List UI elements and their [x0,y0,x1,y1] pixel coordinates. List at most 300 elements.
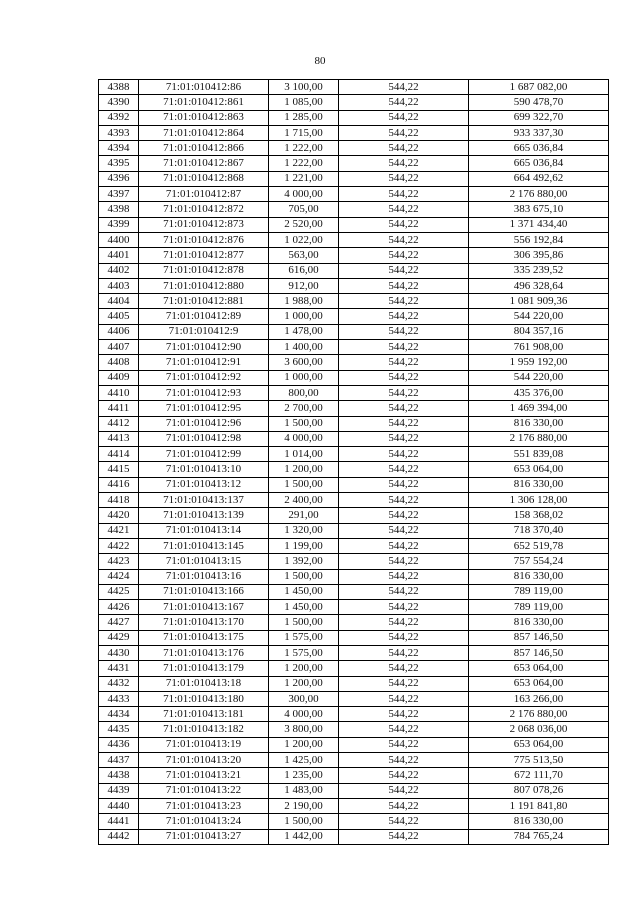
rate-cell: 544,22 [339,416,469,431]
cost-cell: 664 492,62 [469,171,609,186]
row-number-cell: 4411 [99,401,139,416]
cadastral-number-cell: 71:01:010413:175 [139,630,269,645]
rate-cell: 544,22 [339,401,469,416]
cost-cell: 1 306 128,00 [469,493,609,508]
table-row [99,477,609,492]
table-row [99,355,609,370]
cost-cell: 665 036,84 [469,141,609,156]
rate-cell: 544,22 [339,187,469,202]
table-row [99,630,609,645]
row-number-cell: 4388 [99,80,139,95]
table-row [99,278,609,293]
table-row [99,523,609,538]
area-cell: 1 221,00 [269,171,339,186]
cost-cell: 306 395,86 [469,248,609,263]
cost-cell: 718 370,40 [469,523,609,538]
area-cell: 1 200,00 [269,676,339,691]
cadastral-number-cell: 71:01:010412:876 [139,232,269,247]
table-row [99,156,609,171]
row-number-cell: 4409 [99,370,139,385]
row-number-cell: 4436 [99,737,139,752]
cost-cell: 158 368,02 [469,508,609,523]
area-cell: 1 000,00 [269,370,339,385]
rate-cell: 544,22 [339,615,469,630]
row-number-cell: 4397 [99,187,139,202]
area-cell: 1 014,00 [269,447,339,462]
table-row [99,370,609,385]
cadastral-number-cell: 71:01:010412:878 [139,263,269,278]
table-row [99,493,609,508]
row-number-cell: 4424 [99,569,139,584]
area-cell: 912,00 [269,278,339,293]
cadastral-number-cell: 71:01:010413:18 [139,676,269,691]
cost-cell: 383 675,10 [469,202,609,217]
cadastral-number-cell: 71:01:010412:86 [139,80,269,95]
rate-cell: 544,22 [339,783,469,798]
cost-cell: 653 064,00 [469,462,609,477]
row-number-cell: 4394 [99,141,139,156]
row-number-cell: 4390 [99,95,139,110]
cadastral-number-cell: 71:01:010413:137 [139,493,269,508]
row-number-cell: 4435 [99,722,139,737]
table-row [99,615,609,630]
area-cell: 1 500,00 [269,416,339,431]
rate-cell: 544,22 [339,110,469,125]
cadastral-number-cell: 71:01:010412:99 [139,447,269,462]
table-row [99,569,609,584]
rate-cell: 544,22 [339,217,469,232]
cadastral-number-cell: 71:01:010413:20 [139,753,269,768]
area-cell: 2 700,00 [269,401,339,416]
area-cell: 1 988,00 [269,294,339,309]
table-row [99,110,609,125]
rate-cell: 544,22 [339,370,469,385]
area-cell: 1 500,00 [269,569,339,584]
cadastral-number-cell: 71:01:010412:92 [139,370,269,385]
row-number-cell: 4418 [99,493,139,508]
cost-cell: 761 908,00 [469,340,609,355]
rate-cell: 544,22 [339,829,469,844]
row-number-cell: 4426 [99,600,139,615]
cost-cell: 2 176 880,00 [469,431,609,446]
land-plot-table [98,79,609,845]
table-row [99,80,609,95]
table-row [99,385,609,400]
cost-cell: 551 839,08 [469,447,609,462]
table-row [99,508,609,523]
cost-cell: 807 078,26 [469,783,609,798]
table-row [99,340,609,355]
cadastral-number-cell: 71:01:010412:93 [139,385,269,400]
cost-cell: 590 478,70 [469,95,609,110]
row-number-cell: 4407 [99,340,139,355]
area-cell: 1 200,00 [269,661,339,676]
table-row [99,814,609,829]
rate-cell: 544,22 [339,814,469,829]
cost-cell: 665 036,84 [469,156,609,171]
rate-cell: 544,22 [339,95,469,110]
rate-cell: 544,22 [339,753,469,768]
cadastral-number-cell: 71:01:010413:176 [139,645,269,660]
area-cell: 563,00 [269,248,339,263]
cost-cell: 757 554,24 [469,554,609,569]
cost-cell: 816 330,00 [469,477,609,492]
cost-cell: 1 371 434,40 [469,217,609,232]
table-row [99,217,609,232]
cadastral-number-cell: 71:01:010413:21 [139,768,269,783]
cost-cell: 789 119,00 [469,600,609,615]
row-number-cell: 4415 [99,462,139,477]
cadastral-number-cell: 71:01:010413:180 [139,691,269,706]
area-cell: 1 085,00 [269,95,339,110]
cost-cell: 544 220,00 [469,370,609,385]
cadastral-number-cell: 71:01:010413:179 [139,661,269,676]
area-cell: 1 575,00 [269,645,339,660]
rate-cell: 544,22 [339,447,469,462]
cadastral-number-cell: 71:01:010412:864 [139,125,269,140]
row-number-cell: 4401 [99,248,139,263]
cadastral-number-cell: 71:01:010413:15 [139,554,269,569]
cost-cell: 816 330,00 [469,416,609,431]
cadastral-number-cell: 71:01:010412:861 [139,95,269,110]
cost-cell: 2 068 036,00 [469,722,609,737]
cadastral-number-cell: 71:01:010413:166 [139,584,269,599]
cadastral-number-cell: 71:01:010413:170 [139,615,269,630]
rate-cell: 544,22 [339,737,469,752]
cadastral-number-cell: 71:01:010412:90 [139,340,269,355]
rate-cell: 544,22 [339,707,469,722]
cost-cell: 1 959 192,00 [469,355,609,370]
table-row [99,676,609,691]
row-number-cell: 4398 [99,202,139,217]
row-number-cell: 4429 [99,630,139,645]
table-row [99,600,609,615]
row-number-cell: 4437 [99,753,139,768]
rate-cell: 544,22 [339,538,469,553]
rate-cell: 544,22 [339,722,469,737]
row-number-cell: 4412 [99,416,139,431]
row-number-cell: 4395 [99,156,139,171]
area-cell: 2 400,00 [269,493,339,508]
cost-cell: 652 519,78 [469,538,609,553]
cadastral-number-cell: 71:01:010412:866 [139,141,269,156]
row-number-cell: 4400 [99,232,139,247]
area-cell: 1 022,00 [269,232,339,247]
area-cell: 1 000,00 [269,309,339,324]
cost-cell: 816 330,00 [469,615,609,630]
rate-cell: 544,22 [339,294,469,309]
cadastral-number-cell: 71:01:010412:863 [139,110,269,125]
area-cell: 1 222,00 [269,156,339,171]
row-number-cell: 4408 [99,355,139,370]
row-number-cell: 4427 [99,615,139,630]
rate-cell: 544,22 [339,263,469,278]
row-number-cell: 4410 [99,385,139,400]
table-row [99,538,609,553]
cadastral-number-cell: 71:01:010413:24 [139,814,269,829]
area-cell: 1 575,00 [269,630,339,645]
rate-cell: 544,22 [339,523,469,538]
table-row [99,294,609,309]
row-number-cell: 4421 [99,523,139,538]
cost-cell: 804 357,16 [469,324,609,339]
area-cell: 3 100,00 [269,80,339,95]
table-row [99,187,609,202]
rate-cell: 544,22 [339,768,469,783]
rate-cell: 544,22 [339,462,469,477]
area-cell: 1 222,00 [269,141,339,156]
table-row [99,416,609,431]
table-row [99,309,609,324]
cadastral-number-cell: 71:01:010413:10 [139,462,269,477]
row-number-cell: 4396 [99,171,139,186]
table-row [99,141,609,156]
table-row [99,829,609,844]
cadastral-number-cell: 71:01:010413:145 [139,538,269,553]
cadastral-number-cell: 71:01:010412:872 [139,202,269,217]
rate-cell: 544,22 [339,278,469,293]
area-cell: 2 190,00 [269,798,339,813]
row-number-cell: 4438 [99,768,139,783]
table-row [99,753,609,768]
cadastral-number-cell: 71:01:010412:867 [139,156,269,171]
cost-cell: 335 239,52 [469,263,609,278]
table-row [99,768,609,783]
table-row [99,95,609,110]
cost-cell: 933 337,30 [469,125,609,140]
table-row [99,798,609,813]
cadastral-number-cell: 71:01:010412:877 [139,248,269,263]
cost-cell: 556 192,84 [469,232,609,247]
rate-cell: 544,22 [339,661,469,676]
cost-cell: 784 765,24 [469,829,609,844]
cost-cell: 2 176 880,00 [469,187,609,202]
row-number-cell: 4416 [99,477,139,492]
cadastral-number-cell: 71:01:010413:14 [139,523,269,538]
area-cell: 1 715,00 [269,125,339,140]
area-cell: 1 450,00 [269,584,339,599]
rate-cell: 544,22 [339,508,469,523]
cadastral-number-cell: 71:01:010412:91 [139,355,269,370]
row-number-cell: 4406 [99,324,139,339]
area-cell: 1 199,00 [269,538,339,553]
row-number-cell: 4420 [99,508,139,523]
cost-cell: 435 376,00 [469,385,609,400]
rate-cell: 544,22 [339,691,469,706]
cadastral-number-cell: 71:01:010412:880 [139,278,269,293]
cadastral-number-cell: 71:01:010412:873 [139,217,269,232]
cadastral-number-cell: 71:01:010413:139 [139,508,269,523]
table-row [99,401,609,416]
table-row [99,447,609,462]
area-cell: 3 600,00 [269,355,339,370]
cost-cell: 2 176 880,00 [469,707,609,722]
cost-cell: 653 064,00 [469,676,609,691]
row-number-cell: 4442 [99,829,139,844]
table-body [99,80,609,845]
cost-cell: 653 064,00 [469,737,609,752]
cadastral-number-cell: 71:01:010413:181 [139,707,269,722]
row-number-cell: 4404 [99,294,139,309]
cadastral-number-cell: 71:01:010412:95 [139,401,269,416]
area-cell: 1 500,00 [269,615,339,630]
row-number-cell: 4431 [99,661,139,676]
area-cell: 1 285,00 [269,110,339,125]
row-number-cell: 4433 [99,691,139,706]
cadastral-number-cell: 71:01:010413:19 [139,737,269,752]
area-cell: 705,00 [269,202,339,217]
rate-cell: 544,22 [339,600,469,615]
table-row [99,645,609,660]
area-cell: 300,00 [269,691,339,706]
rate-cell: 544,22 [339,324,469,339]
area-cell: 4 000,00 [269,707,339,722]
cadastral-number-cell: 71:01:010413:27 [139,829,269,844]
cadastral-number-cell: 71:01:010412:96 [139,416,269,431]
row-number-cell: 4399 [99,217,139,232]
row-number-cell: 4405 [99,309,139,324]
area-cell: 4 000,00 [269,187,339,202]
area-cell: 616,00 [269,263,339,278]
row-number-cell: 4434 [99,707,139,722]
area-cell: 1 392,00 [269,554,339,569]
area-cell: 1 478,00 [269,324,339,339]
cadastral-number-cell: 71:01:010412:89 [139,309,269,324]
cost-cell: 163 266,00 [469,691,609,706]
cost-cell: 1 687 082,00 [469,80,609,95]
table-row [99,722,609,737]
area-cell: 1 320,00 [269,523,339,538]
rate-cell: 544,22 [339,431,469,446]
area-cell: 1 450,00 [269,600,339,615]
cost-cell: 699 322,70 [469,110,609,125]
table-row [99,783,609,798]
cadastral-number-cell: 71:01:010413:16 [139,569,269,584]
rate-cell: 544,22 [339,798,469,813]
cadastral-number-cell: 71:01:010412:98 [139,431,269,446]
rate-cell: 544,22 [339,477,469,492]
table-row [99,232,609,247]
area-cell: 800,00 [269,385,339,400]
rate-cell: 544,22 [339,355,469,370]
cadastral-number-cell: 71:01:010413:22 [139,783,269,798]
cadastral-number-cell: 71:01:010412:881 [139,294,269,309]
table-row [99,554,609,569]
cost-cell: 816 330,00 [469,814,609,829]
row-number-cell: 4402 [99,263,139,278]
area-cell: 1 200,00 [269,737,339,752]
rate-cell: 544,22 [339,493,469,508]
row-number-cell: 4422 [99,538,139,553]
table-row [99,125,609,140]
rate-cell: 544,22 [339,584,469,599]
rate-cell: 544,22 [339,340,469,355]
cadastral-number-cell: 71:01:010412:868 [139,171,269,186]
rate-cell: 544,22 [339,554,469,569]
cost-cell: 1 469 394,00 [469,401,609,416]
rate-cell: 544,22 [339,309,469,324]
area-cell: 1 483,00 [269,783,339,798]
cadastral-number-cell: 71:01:010413:182 [139,722,269,737]
cost-cell: 857 146,50 [469,630,609,645]
row-number-cell: 4432 [99,676,139,691]
area-cell: 1 200,00 [269,462,339,477]
rate-cell: 544,22 [339,569,469,584]
area-cell: 1 500,00 [269,814,339,829]
area-cell: 291,00 [269,508,339,523]
cost-cell: 672 111,70 [469,768,609,783]
row-number-cell: 4413 [99,431,139,446]
table-row [99,248,609,263]
table-row [99,171,609,186]
row-number-cell: 4414 [99,447,139,462]
row-number-cell: 4423 [99,554,139,569]
cadastral-number-cell: 71:01:010412:9 [139,324,269,339]
rate-cell: 544,22 [339,80,469,95]
rate-cell: 544,22 [339,156,469,171]
table-row [99,462,609,477]
cadastral-number-cell: 71:01:010413:167 [139,600,269,615]
area-cell: 1 235,00 [269,768,339,783]
table-row [99,263,609,278]
row-number-cell: 4441 [99,814,139,829]
row-number-cell: 4425 [99,584,139,599]
table-row [99,691,609,706]
cost-cell: 1 081 909,36 [469,294,609,309]
cost-cell: 857 146,50 [469,645,609,660]
row-number-cell: 4430 [99,645,139,660]
area-cell: 1 425,00 [269,753,339,768]
row-number-cell: 4440 [99,798,139,813]
table-row [99,202,609,217]
row-number-cell: 4439 [99,783,139,798]
rate-cell: 544,22 [339,645,469,660]
cadastral-number-cell: 71:01:010413:23 [139,798,269,813]
cadastral-number-cell: 71:01:010412:87 [139,187,269,202]
rate-cell: 544,22 [339,232,469,247]
cost-cell: 544 220,00 [469,309,609,324]
row-number-cell: 4392 [99,110,139,125]
rate-cell: 544,22 [339,125,469,140]
cost-cell: 775 513,50 [469,753,609,768]
cost-cell: 816 330,00 [469,569,609,584]
table-row [99,737,609,752]
cost-cell: 789 119,00 [469,584,609,599]
table-row [99,431,609,446]
rate-cell: 544,22 [339,630,469,645]
table-row [99,707,609,722]
cost-cell: 496 328,64 [469,278,609,293]
area-cell: 1 442,00 [269,829,339,844]
cost-cell: 1 191 841,80 [469,798,609,813]
rate-cell: 544,22 [339,141,469,156]
rate-cell: 544,22 [339,171,469,186]
rate-cell: 544,22 [339,676,469,691]
rate-cell: 544,22 [339,385,469,400]
cost-cell: 653 064,00 [469,661,609,676]
cadastral-number-cell: 71:01:010413:12 [139,477,269,492]
table-row [99,324,609,339]
row-number-cell: 4403 [99,278,139,293]
area-cell: 1 500,00 [269,477,339,492]
row-number-cell: 4393 [99,125,139,140]
rate-cell: 544,22 [339,202,469,217]
table-row [99,584,609,599]
area-cell: 3 800,00 [269,722,339,737]
area-cell: 2 520,00 [269,217,339,232]
page-number: 80 [314,55,326,67]
rate-cell: 544,22 [339,248,469,263]
